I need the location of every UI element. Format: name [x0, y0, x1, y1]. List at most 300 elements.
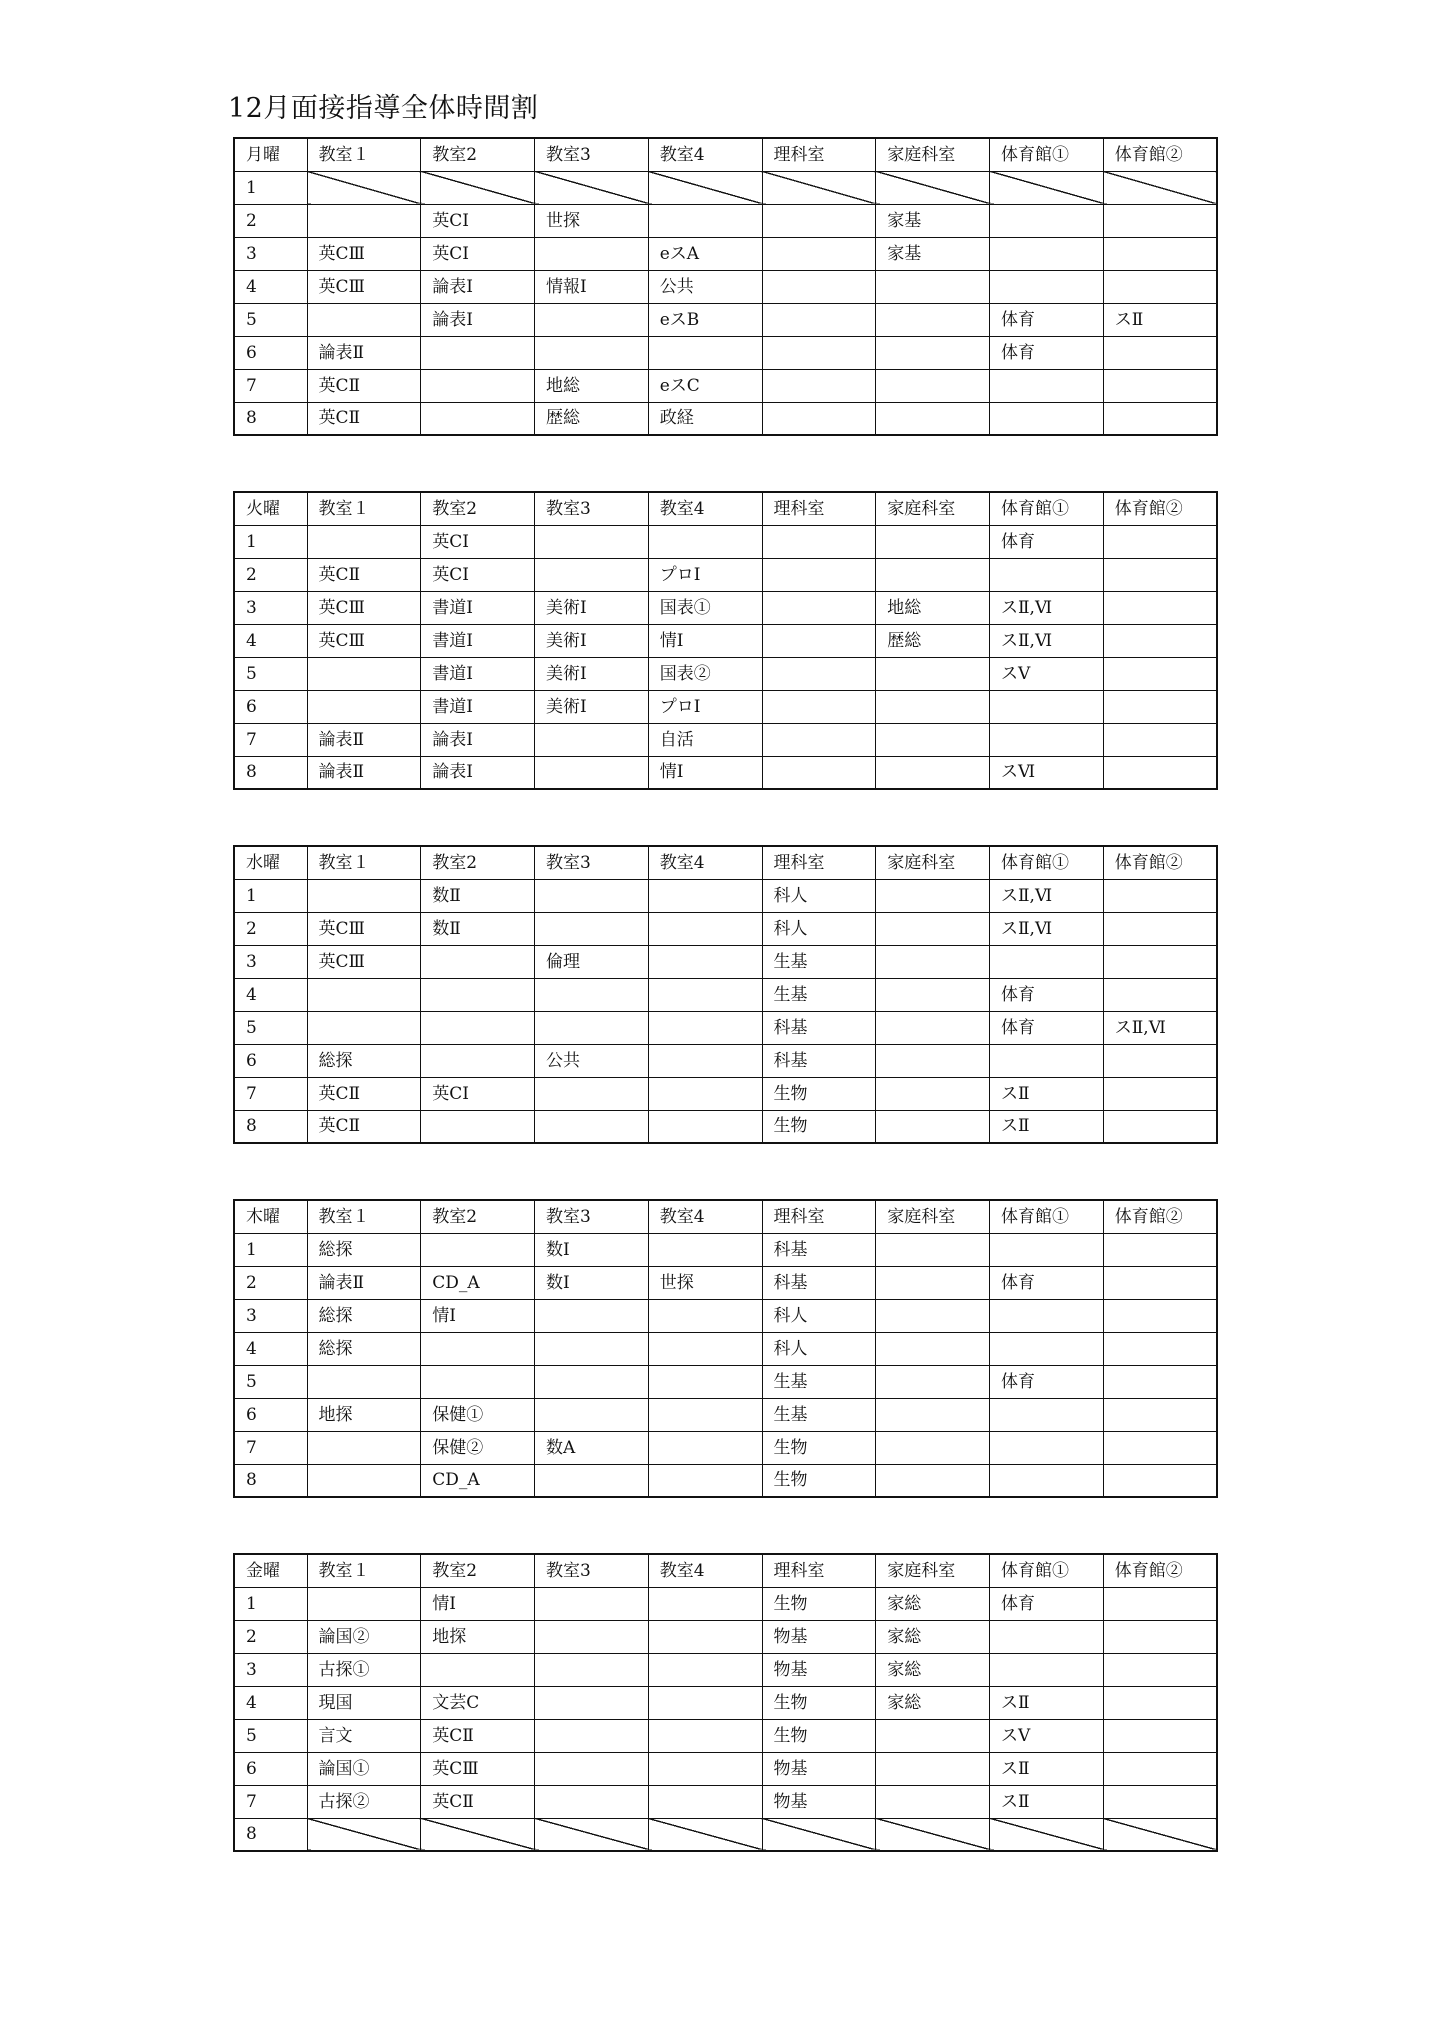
class-cell: スⅥ [990, 756, 1104, 789]
class-cell [648, 1233, 762, 1266]
class-cell [1103, 1431, 1217, 1464]
header-row [234, 1554, 1217, 1587]
class-cell [762, 591, 876, 624]
class-cell [535, 303, 649, 336]
class-cell: 体育 [990, 1266, 1104, 1299]
class-cell: 倫理 [535, 945, 649, 978]
class-cell [1103, 879, 1217, 912]
blocked-cell [876, 171, 990, 204]
table-row [234, 1266, 1217, 1299]
class-cell [1103, 1077, 1217, 1110]
period-number: 5 [234, 1365, 307, 1398]
class-cell [876, 1110, 990, 1143]
class-cell: 英CⅢ [307, 945, 421, 978]
class-cell [1103, 1299, 1217, 1332]
column-header: 教室3 [535, 1554, 649, 1587]
period-number: 8 [234, 1464, 307, 1497]
class-cell: スⅡ,Ⅵ [1103, 1011, 1217, 1044]
class-cell [535, 978, 649, 1011]
class-cell [876, 369, 990, 402]
class-cell [762, 204, 876, 237]
class-cell [762, 657, 876, 690]
column-header: 家庭科室 [876, 492, 990, 525]
class-cell [648, 1431, 762, 1464]
class-cell: 科基 [762, 1266, 876, 1299]
class-cell [648, 1785, 762, 1818]
class-cell: 論表Ⅱ [307, 336, 421, 369]
table-row [234, 1110, 1217, 1143]
header-row [234, 846, 1217, 879]
class-cell [1103, 1332, 1217, 1365]
class-cell [1103, 402, 1217, 435]
class-cell [648, 1044, 762, 1077]
period-number: 3 [234, 591, 307, 624]
class-cell [1103, 237, 1217, 270]
period-number: 1 [234, 1587, 307, 1620]
period-number: 5 [234, 1011, 307, 1044]
table-row [234, 1686, 1217, 1719]
table-row [234, 1431, 1217, 1464]
class-cell [648, 1686, 762, 1719]
blocked-cell [421, 171, 535, 204]
class-cell [648, 204, 762, 237]
class-cell [876, 558, 990, 591]
class-cell [648, 1398, 762, 1431]
table-row [234, 1464, 1217, 1497]
class-cell [990, 723, 1104, 756]
blocked-cell [1103, 1818, 1217, 1851]
class-cell: スⅡ [990, 1110, 1104, 1143]
class-cell [876, 303, 990, 336]
column-header: 体育館② [1103, 492, 1217, 525]
blocked-cell [990, 171, 1104, 204]
class-cell: 英CⅢ [307, 591, 421, 624]
class-cell: プロⅠ [648, 558, 762, 591]
class-cell [421, 945, 535, 978]
period-number: 5 [234, 1719, 307, 1752]
table-row [234, 657, 1217, 690]
class-cell: 体育 [990, 303, 1104, 336]
class-cell [1103, 1752, 1217, 1785]
class-cell [876, 945, 990, 978]
class-cell [762, 525, 876, 558]
period-number: 6 [234, 1752, 307, 1785]
class-cell [1103, 624, 1217, 657]
class-cell: 論表Ⅰ [421, 303, 535, 336]
class-cell: 言文 [307, 1719, 421, 1752]
period-number: 8 [234, 756, 307, 789]
period-number: 3 [234, 1299, 307, 1332]
class-cell [1103, 1110, 1217, 1143]
class-cell: 論表Ⅱ [307, 1266, 421, 1299]
class-cell [876, 1719, 990, 1752]
class-cell [307, 657, 421, 690]
class-cell: プロⅠ [648, 690, 762, 723]
class-cell [421, 1653, 535, 1686]
class-cell [648, 879, 762, 912]
column-header: 教室3 [535, 846, 649, 879]
column-header: 家庭科室 [876, 1200, 990, 1233]
class-cell [1103, 1233, 1217, 1266]
class-cell [648, 1620, 762, 1653]
class-cell: 世探 [535, 204, 649, 237]
table-row [234, 1785, 1217, 1818]
class-cell: 家基 [876, 204, 990, 237]
class-cell [876, 978, 990, 1011]
class-cell: CD_A [421, 1464, 535, 1497]
class-cell: スⅡ,Ⅵ [990, 879, 1104, 912]
class-cell: 公共 [535, 1044, 649, 1077]
class-cell [990, 204, 1104, 237]
class-cell [648, 1365, 762, 1398]
column-header: 体育館① [990, 846, 1104, 879]
class-cell: 体育 [990, 525, 1104, 558]
period-number: 7 [234, 1431, 307, 1464]
table-row [234, 237, 1217, 270]
class-cell [876, 756, 990, 789]
schedule-table-thursday [233, 1199, 1218, 1498]
class-cell: 体育 [990, 1365, 1104, 1398]
column-header: 教室１ [307, 1200, 421, 1233]
class-cell [1103, 1365, 1217, 1398]
column-header: 教室4 [648, 138, 762, 171]
class-cell: 書道Ⅰ [421, 591, 535, 624]
table-row [234, 723, 1217, 756]
period-number: 7 [234, 1785, 307, 1818]
column-header: 家庭科室 [876, 846, 990, 879]
table-row [234, 558, 1217, 591]
period-number: 8 [234, 1110, 307, 1143]
class-cell: 物基 [762, 1620, 876, 1653]
class-cell: 科人 [762, 1332, 876, 1365]
class-cell [1103, 204, 1217, 237]
class-cell [535, 1332, 649, 1365]
schedule-table-monday [233, 137, 1218, 436]
column-header: 家庭科室 [876, 1554, 990, 1587]
class-cell [648, 1011, 762, 1044]
period-number: 1 [234, 879, 307, 912]
class-cell [648, 1110, 762, 1143]
class-cell: 生基 [762, 1365, 876, 1398]
table-row [234, 1752, 1217, 1785]
blocked-cell [1103, 171, 1217, 204]
class-cell: 英CⅠ [421, 237, 535, 270]
class-cell: 英CⅡ [307, 1077, 421, 1110]
period-number: 3 [234, 945, 307, 978]
column-header: 教室１ [307, 138, 421, 171]
class-cell: 英CⅠ [421, 525, 535, 558]
class-cell: 総探 [307, 1233, 421, 1266]
class-cell: 英CⅡ [307, 369, 421, 402]
table-row [234, 369, 1217, 402]
page-title: 12月面接指導全体時間割 [228, 93, 539, 124]
class-cell: 生物 [762, 1110, 876, 1143]
class-cell: スⅤ [990, 1719, 1104, 1752]
period-number: 7 [234, 369, 307, 402]
class-cell [876, 1785, 990, 1818]
class-cell [535, 558, 649, 591]
class-cell: 美術Ⅰ [535, 624, 649, 657]
class-cell [421, 402, 535, 435]
period-number: 6 [234, 336, 307, 369]
class-cell: 数Ⅰ [535, 1233, 649, 1266]
table-row [234, 1299, 1217, 1332]
class-cell [762, 624, 876, 657]
class-cell: 論表Ⅱ [307, 723, 421, 756]
class-cell: 文芸C [421, 1686, 535, 1719]
column-header: 教室4 [648, 1200, 762, 1233]
class-cell [535, 1398, 649, 1431]
column-header: 教室2 [421, 1554, 535, 1587]
table-row [234, 204, 1217, 237]
class-cell: 英CⅢ [307, 270, 421, 303]
period-number: 6 [234, 1044, 307, 1077]
class-cell: eスB [648, 303, 762, 336]
class-cell [307, 978, 421, 1011]
class-cell [535, 525, 649, 558]
class-cell [876, 1233, 990, 1266]
class-cell [762, 369, 876, 402]
class-cell: 古探① [307, 1653, 421, 1686]
class-cell: 英CⅢ [421, 1752, 535, 1785]
schedule-table-tuesday [233, 491, 1218, 790]
class-cell [1103, 1620, 1217, 1653]
class-cell: 古探② [307, 1785, 421, 1818]
day-label: 木曜 [234, 1200, 307, 1233]
class-cell: 体育 [990, 336, 1104, 369]
class-cell [535, 1464, 649, 1497]
class-cell [1103, 558, 1217, 591]
class-cell [762, 690, 876, 723]
class-cell [648, 525, 762, 558]
class-cell: 物基 [762, 1653, 876, 1686]
class-cell [876, 1044, 990, 1077]
class-cell: 生基 [762, 1398, 876, 1431]
column-header: 教室2 [421, 1200, 535, 1233]
class-cell: スⅡ [990, 1686, 1104, 1719]
column-header: 理科室 [762, 492, 876, 525]
class-cell: 総探 [307, 1332, 421, 1365]
class-cell [648, 1299, 762, 1332]
class-cell: 科人 [762, 912, 876, 945]
class-cell: 物基 [762, 1785, 876, 1818]
table-row [234, 624, 1217, 657]
class-cell: 美術Ⅰ [535, 657, 649, 690]
table-row [234, 1620, 1217, 1653]
class-cell [1103, 1464, 1217, 1497]
class-cell: スⅡ,Ⅵ [990, 591, 1104, 624]
blocked-cell [762, 171, 876, 204]
class-cell: 書道Ⅰ [421, 624, 535, 657]
table-row [234, 402, 1217, 435]
class-cell: 生物 [762, 1587, 876, 1620]
class-cell [1103, 1044, 1217, 1077]
class-cell: 体育 [990, 1011, 1104, 1044]
period-number: 2 [234, 912, 307, 945]
class-cell [990, 237, 1104, 270]
class-cell: 地探 [307, 1398, 421, 1431]
class-cell [876, 1266, 990, 1299]
table-row [234, 336, 1217, 369]
class-cell [1103, 1719, 1217, 1752]
class-cell [535, 1785, 649, 1818]
class-cell [307, 1464, 421, 1497]
class-cell: 生物 [762, 1431, 876, 1464]
period-number: 2 [234, 204, 307, 237]
class-cell: 情Ⅰ [648, 756, 762, 789]
class-cell [1103, 270, 1217, 303]
class-cell [990, 270, 1104, 303]
class-cell: 生物 [762, 1077, 876, 1110]
class-cell [535, 1110, 649, 1143]
class-cell [990, 1620, 1104, 1653]
class-cell: 歴総 [535, 402, 649, 435]
column-header: 教室１ [307, 846, 421, 879]
column-header: 体育館① [990, 1554, 1104, 1587]
class-cell: 生物 [762, 1686, 876, 1719]
class-cell [876, 1299, 990, 1332]
class-cell [535, 237, 649, 270]
class-cell: 家総 [876, 1587, 990, 1620]
class-cell: 国表② [648, 657, 762, 690]
class-cell [876, 1752, 990, 1785]
period-number: 4 [234, 1332, 307, 1365]
class-cell: 総探 [307, 1044, 421, 1077]
period-number: 8 [234, 402, 307, 435]
column-header: 体育館② [1103, 138, 1217, 171]
class-cell [421, 336, 535, 369]
blocked-cell [876, 1818, 990, 1851]
class-cell [876, 723, 990, 756]
class-cell [876, 336, 990, 369]
class-cell [535, 1719, 649, 1752]
column-header: 教室4 [648, 1554, 762, 1587]
blocked-cell [990, 1818, 1104, 1851]
column-header: 体育館① [990, 1200, 1104, 1233]
class-cell [990, 1431, 1104, 1464]
class-cell [990, 690, 1104, 723]
class-cell [648, 912, 762, 945]
class-cell [1103, 1266, 1217, 1299]
class-cell [307, 879, 421, 912]
class-cell: eスC [648, 369, 762, 402]
class-cell [876, 1365, 990, 1398]
class-cell: 科人 [762, 879, 876, 912]
class-cell: 論表Ⅰ [421, 270, 535, 303]
class-cell [535, 756, 649, 789]
class-cell: スⅡ,Ⅵ [990, 624, 1104, 657]
period-number: 5 [234, 303, 307, 336]
class-cell [648, 1587, 762, 1620]
table-row [234, 270, 1217, 303]
class-cell: 論表Ⅱ [307, 756, 421, 789]
class-cell: 科基 [762, 1011, 876, 1044]
class-cell [876, 402, 990, 435]
schedule-table-friday [233, 1553, 1218, 1852]
class-cell [1103, 723, 1217, 756]
blocked-cell [648, 1818, 762, 1851]
class-cell: 美術Ⅰ [535, 690, 649, 723]
class-cell: 数Ⅱ [421, 912, 535, 945]
period-number: 4 [234, 978, 307, 1011]
class-cell [990, 1332, 1104, 1365]
class-cell: 英CⅢ [307, 237, 421, 270]
class-cell [421, 369, 535, 402]
class-cell: 書道Ⅰ [421, 690, 535, 723]
class-cell: スⅡ [990, 1785, 1104, 1818]
column-header: 理科室 [762, 846, 876, 879]
table-row [234, 1587, 1217, 1620]
column-header: 体育館② [1103, 846, 1217, 879]
class-cell: 生基 [762, 945, 876, 978]
class-cell: 英CⅡ [421, 1785, 535, 1818]
class-cell [648, 978, 762, 1011]
class-cell [535, 1653, 649, 1686]
class-cell: スⅤ [990, 657, 1104, 690]
class-cell [876, 657, 990, 690]
class-cell: 情Ⅰ [421, 1587, 535, 1620]
class-cell: 家基 [876, 237, 990, 270]
blocked-cell [648, 171, 762, 204]
class-cell [307, 303, 421, 336]
class-cell: eスA [648, 237, 762, 270]
blocked-cell [762, 1818, 876, 1851]
column-header: 教室3 [535, 1200, 649, 1233]
class-cell [421, 1365, 535, 1398]
class-cell [876, 1332, 990, 1365]
class-cell [990, 1398, 1104, 1431]
class-cell: 情Ⅰ [421, 1299, 535, 1332]
column-header: 教室3 [535, 138, 649, 171]
class-cell: 情報Ⅰ [535, 270, 649, 303]
class-cell [876, 270, 990, 303]
period-number: 5 [234, 657, 307, 690]
table-row [234, 1011, 1217, 1044]
class-cell [1103, 657, 1217, 690]
period-number: 1 [234, 1233, 307, 1266]
class-cell [762, 336, 876, 369]
class-cell: 科基 [762, 1044, 876, 1077]
class-cell: 生物 [762, 1464, 876, 1497]
class-cell: 英CⅡ [307, 558, 421, 591]
table-row [234, 1653, 1217, 1686]
period-number: 6 [234, 690, 307, 723]
table-row [234, 1365, 1217, 1398]
class-cell [876, 879, 990, 912]
class-cell [307, 204, 421, 237]
column-header: 教室2 [421, 492, 535, 525]
table-row [234, 1233, 1217, 1266]
class-cell [535, 1077, 649, 1110]
day-label: 火曜 [234, 492, 307, 525]
class-cell: 英CⅠ [421, 1077, 535, 1110]
class-cell [990, 1044, 1104, 1077]
class-cell [307, 1011, 421, 1044]
class-cell: 体育 [990, 978, 1104, 1011]
blocked-cell [535, 171, 649, 204]
class-cell: 自活 [648, 723, 762, 756]
class-cell: 英CⅢ [307, 624, 421, 657]
class-cell [421, 1332, 535, 1365]
column-header: 教室１ [307, 492, 421, 525]
class-cell [535, 1011, 649, 1044]
class-cell: 地総 [535, 369, 649, 402]
table-row [234, 912, 1217, 945]
blocked-cell [307, 171, 421, 204]
class-cell [1103, 369, 1217, 402]
class-cell: 数Ⅰ [535, 1266, 649, 1299]
period-number: 2 [234, 1620, 307, 1653]
